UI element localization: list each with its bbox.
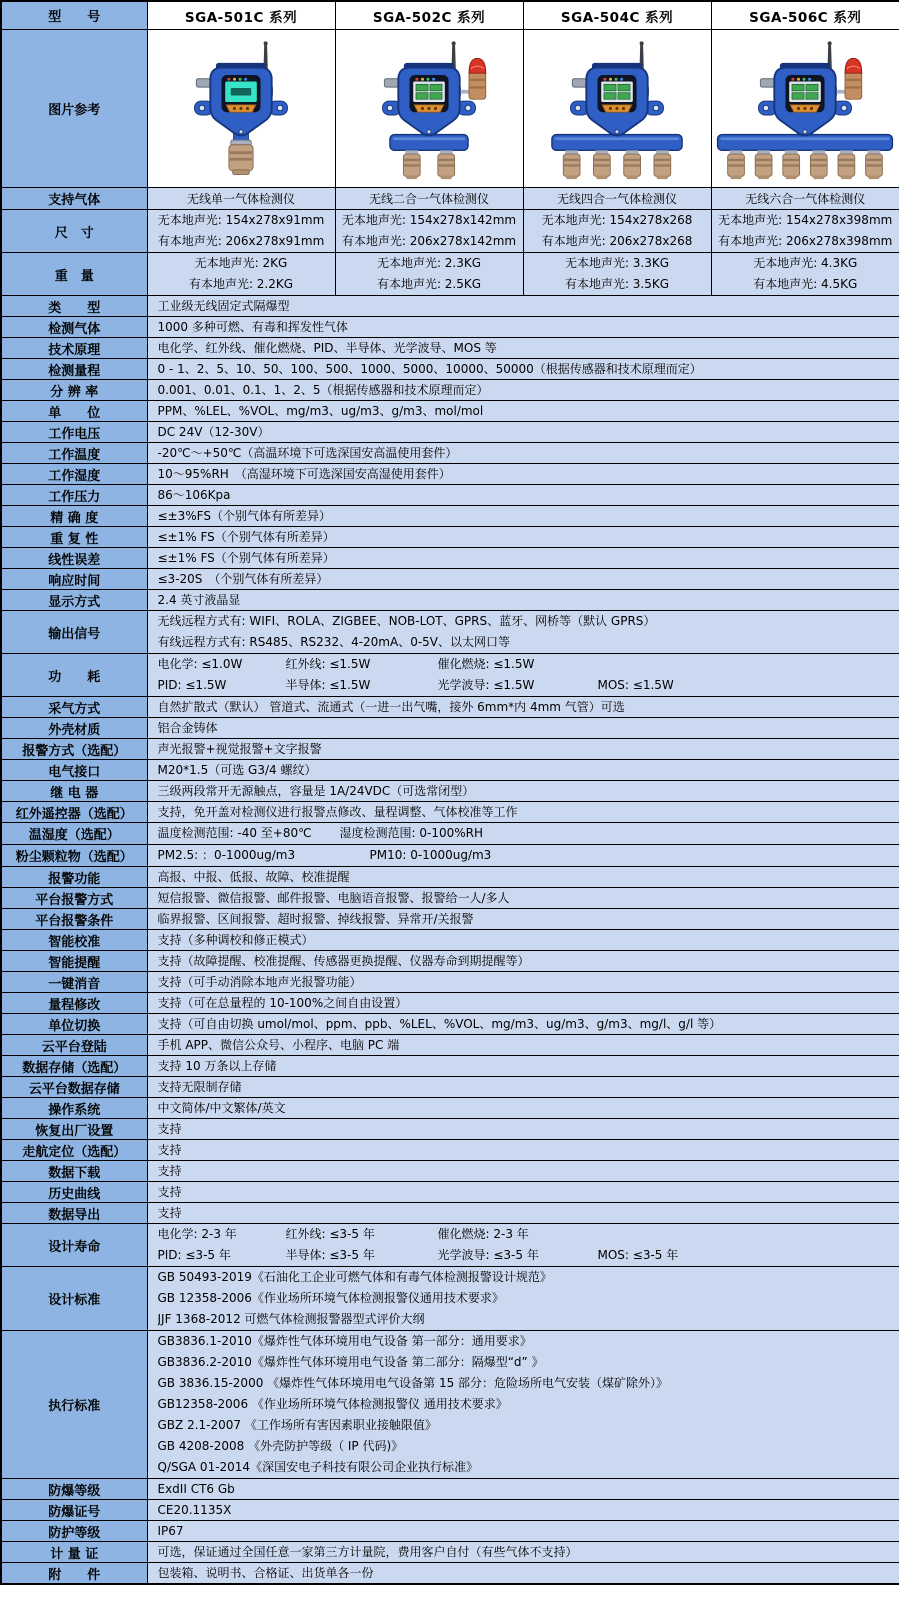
spec-row-value [147, 909, 899, 930]
spec-row-label: 报警功能 [1, 867, 147, 888]
image-row-label: 图片参考 [1, 30, 147, 188]
model-name-1: SGA-501C 系列 [147, 1, 335, 30]
spec-value-text: 1000 多种可燃、有毒和挥发性气体 [157, 320, 348, 334]
size-row-line: 无本地声光: 154x278x142mm [341, 213, 517, 227]
spec-row-label: 平台报警条件 [1, 909, 147, 930]
spec-value-text: 支持（可在总量程的 10-100%之间自由设置） [157, 996, 408, 1010]
spec-row-value [147, 1077, 899, 1098]
spec-row-label: 工作压力 [1, 485, 147, 506]
spec-value-text: 三级两段常开无源触点，容量是 1A/24VDC（可选常闭型） [157, 784, 475, 798]
spec-value-text: 电化学、红外线、催化燃烧、PID、半导体、光学波导、MOS 等 [157, 341, 497, 355]
spec-row-value [147, 1056, 899, 1077]
spec-value-line: 无线远程方式有: WIFI、ROLA、ZIGBEE、NOB-LOT、GPRS、蓝牙、网桥等（默认 GPRS） [157, 614, 656, 628]
spec-row-label: 走航定位（选配） [1, 1140, 147, 1161]
spec-row-label: 防爆等级 [1, 1479, 147, 1500]
spec-value-segment: PID: ≤3-5 年 [157, 1248, 231, 1262]
spec-row-value [147, 1035, 899, 1056]
spec-row-value [147, 1182, 899, 1203]
model-name-3: SGA-504C 系列 [523, 1, 711, 30]
spec-row [1, 993, 899, 1014]
spec-row-label: 操作系统 [1, 1098, 147, 1119]
gas-row [1, 188, 899, 210]
weight-row [1, 253, 899, 296]
spec-row [1, 718, 899, 739]
spec-row [1, 1140, 899, 1161]
spec-value-text: IP67 [157, 1524, 184, 1538]
spec-row [1, 485, 899, 506]
spec-value-segment: 催化燃烧: ≤1.5W [437, 657, 535, 671]
gas-row-label: 支持气体 [1, 188, 147, 210]
spec-row [1, 1331, 899, 1479]
product-image-cell-2 [335, 30, 523, 188]
spec-row-label: 输出信号 [1, 611, 147, 654]
spec-value-text: 支持（可手动消除本地声光报警功能） [157, 975, 362, 989]
spec-row [1, 739, 899, 760]
spec-row [1, 317, 899, 338]
spec-row-value [147, 548, 899, 569]
spec-row [1, 1563, 899, 1585]
spec-value-text: 手机 APP、微信公众号、小程序、电脑 PC 端 [157, 1038, 400, 1052]
wireless-single-gas-detector-image [148, 34, 334, 183]
spec-row [1, 1098, 899, 1119]
spec-row-value [147, 1203, 899, 1224]
spec-value-line [158, 823, 894, 844]
spec-row [1, 697, 899, 718]
spec-row-value [147, 802, 899, 823]
spec-row [1, 930, 899, 951]
spec-row-value [147, 930, 899, 951]
spec-row-label: 云平台数据存储 [1, 1077, 147, 1098]
spec-row-value [147, 972, 899, 993]
spec-value-text: 临界报警、区间报警、超时报警、掉线报警、异常开/关报警 [157, 912, 474, 926]
spec-value-segment: 光学波导: ≤3-5 年 [437, 1248, 539, 1262]
spec-value-text: 支持（可自由切换 umol/mol、ppm、ppb、%LEL、%VOL、mg/m3、ug/m3、g/m3、mg/l、g/l 等） [157, 1017, 722, 1031]
spec-row-label: 计 量 证 [1, 1542, 147, 1563]
spec-row [1, 654, 899, 697]
weight-row-line: 有本地声光: 4.5KG [753, 277, 858, 291]
spec-value-segment: 电化学: 2-3 年 [157, 1227, 237, 1241]
weight-row-line: 有本地声光: 2.2KG [188, 277, 294, 291]
spec-row-label: 外壳材质 [1, 718, 147, 739]
spec-row [1, 548, 899, 569]
spec-row-value [147, 317, 899, 338]
spec-value-segment: 湿度检测范围: 0-100%RH [339, 826, 483, 840]
spec-value-text: ≤±3%FS（个别气体有所差异） [157, 509, 331, 523]
spec-row [1, 527, 899, 548]
size-row-value-1 [147, 210, 335, 253]
spec-value-text: 支持 10 万条以上存储 [157, 1059, 277, 1073]
spec-value-text: 支持，免开盖对检测仪进行报警点修改、量程调整、气体校准等工作 [157, 805, 518, 819]
spec-row-label: 继 电 器 [1, 781, 147, 802]
spec-value-text: ≤±1% FS（个别气体有所差异） [157, 551, 335, 565]
model-header-row [1, 1, 899, 30]
spec-row-value [147, 760, 899, 781]
size-row-line: 有本地声光: 206x278x91mm [157, 234, 325, 248]
spec-value-line: 有线远程方式有: RS485、RS232、4-20mA、0-5V、以太网口等 [157, 635, 511, 649]
spec-row-value [147, 296, 899, 317]
spec-row-label: 工作温度 [1, 443, 147, 464]
spec-value-text: 支持 [157, 1206, 182, 1220]
spec-row-value [147, 718, 899, 739]
spec-row-label: 精 确 度 [1, 506, 147, 527]
spec-row-label: 线性误差 [1, 548, 147, 569]
spec-row [1, 802, 899, 823]
spec-row-value [147, 993, 899, 1014]
spec-row-label: 采气方式 [1, 697, 147, 718]
size-row-line: 有本地声光: 206x278x268 [541, 234, 693, 248]
spec-row-value [147, 1098, 899, 1119]
spec-value-text: 铝合金铸体 [157, 721, 218, 735]
spec-row [1, 1521, 899, 1542]
size-row-value-2 [335, 210, 523, 253]
spec-value-line: GB3836.2-2010《爆炸性气体环境用电气设备 第二部分：隔爆型“d” 》 [157, 1355, 544, 1369]
spec-row [1, 464, 899, 485]
spec-row-value [147, 1331, 899, 1479]
weight-row-line: 有本地声光: 2.5KG [376, 277, 482, 291]
spec-row [1, 1500, 899, 1521]
size-row-value-3 [523, 210, 711, 253]
spec-row-value [147, 401, 899, 422]
spec-row-value [147, 697, 899, 718]
spec-value-line: GBZ 2.1-2007 《工作场所有害因素职业接触限值》 [157, 1418, 437, 1432]
spec-row [1, 823, 899, 845]
spec-value-line: Q/SGA 01-2014《深国安电子科技有限公司企业执行标准》 [157, 1460, 479, 1474]
spec-row [1, 1056, 899, 1077]
spec-row-label: 设计标准 [1, 1267, 147, 1331]
spec-row [1, 590, 899, 611]
spec-row-label: 粉尘颗粒物（选配） [1, 845, 147, 867]
spec-row-value [147, 464, 899, 485]
spec-row [1, 1014, 899, 1035]
weight-row-value-2 [335, 253, 523, 296]
spec-value-line [158, 654, 894, 675]
spec-row-value [147, 654, 899, 697]
spec-row-value [147, 867, 899, 888]
spec-row [1, 951, 899, 972]
spec-value-text: DC 24V（12-30V） [157, 425, 270, 439]
spec-row [1, 1203, 899, 1224]
spec-row-label: 工作湿度 [1, 464, 147, 485]
spec-row-value [147, 1479, 899, 1500]
product-image-cell-1 [147, 30, 335, 188]
model-header-label: 型 号 [1, 1, 147, 30]
spec-value-text: 自然扩散式（默认） 管道式、流通式（一进一出气嘴，接外 6mm*内 4mm 气管）可选 [157, 700, 625, 714]
spec-value-text: 支持 [157, 1185, 182, 1199]
spec-row [1, 359, 899, 380]
spec-row-label: 功 耗 [1, 654, 147, 697]
spec-row-value [147, 951, 899, 972]
spec-value-text: 支持无限制存储 [157, 1080, 242, 1094]
weight-row-value-4 [711, 253, 899, 296]
spec-value-line [158, 675, 894, 696]
gas-row-value-4: 无线六合一气体检测仪 [711, 188, 899, 210]
spec-row-label: 历史曲线 [1, 1182, 147, 1203]
spec-row-label: 检测气体 [1, 317, 147, 338]
spec-row-value [147, 845, 899, 867]
spec-row-label: 设计寿命 [1, 1224, 147, 1267]
size-row-label: 尺 寸 [1, 210, 147, 253]
weight-row-label: 重 量 [1, 253, 147, 296]
gas-row-value-1: 无线单一气体检测仪 [147, 188, 335, 210]
spec-row-label: 检测量程 [1, 359, 147, 380]
spec-row-label: 平台报警方式 [1, 888, 147, 909]
spec-row [1, 569, 899, 590]
spec-row-label: 工作电压 [1, 422, 147, 443]
spec-row-label: 电气接口 [1, 760, 147, 781]
spec-value-text: 短信报警、微信报警、邮件报警、电脑语音报警、报警给一人/多人 [157, 891, 510, 905]
model-name-4: SGA-506C 系列 [711, 1, 899, 30]
spec-value-segment: PM2.5: ：0-1000ug/m3 [157, 848, 296, 862]
spec-row-label: 量程修改 [1, 993, 147, 1014]
spec-value-text: 高报、中报、低报、故障、校准提醒 [157, 870, 350, 884]
spec-value-segment: 红外线: ≤1.5W [285, 657, 371, 671]
spec-row [1, 909, 899, 930]
size-row-line: 有本地声光: 206x278x142mm [341, 234, 517, 248]
spec-row-value [147, 485, 899, 506]
spec-value-text: ≤±1% FS（个别气体有所差异） [157, 530, 335, 544]
size-row-line: 无本地声光: 154x278x91mm [157, 213, 325, 227]
spec-row [1, 1267, 899, 1331]
spec-row-value [147, 1140, 899, 1161]
spec-row-label: 防爆证号 [1, 1500, 147, 1521]
weight-row-line: 有本地声光: 3.5KG [564, 277, 670, 291]
spec-row-value [147, 422, 899, 443]
spec-row-value [147, 1563, 899, 1585]
spec-row [1, 1119, 899, 1140]
spec-row [1, 422, 899, 443]
spec-row [1, 1077, 899, 1098]
weight-row-line: 无本地声光: 3.3KG [564, 256, 670, 270]
weight-row-line: 无本地声光: 4.3KG [753, 256, 858, 270]
spec-row [1, 401, 899, 422]
spec-value-text: 声光报警+视觉报警+文字报警 [157, 742, 322, 756]
spec-value-text: 工业级无线固定式隔爆型 [157, 299, 290, 313]
spec-row-label: 附 件 [1, 1563, 147, 1585]
spec-row-value [147, 1014, 899, 1035]
spec-row-value [147, 781, 899, 802]
spec-value-text: 支持 [157, 1164, 182, 1178]
size-row-line: 有本地声光: 206x278x398mm [718, 234, 893, 248]
weight-row-line: 无本地声光: 2KG [194, 256, 288, 270]
spec-row-value [147, 1267, 899, 1331]
spec-value-text: 0.001、0.01、0.1、1、2、5（根据传感器和技术原理而定） [157, 383, 489, 397]
spec-row-label: 恢复出厂设置 [1, 1119, 147, 1140]
spec-row-label: 一键消音 [1, 972, 147, 993]
spec-value-line [158, 1224, 894, 1245]
spec-row [1, 1542, 899, 1563]
spec-value-segment: 温度检测范围: -40 至+80℃ [157, 826, 312, 840]
gas-row-value-2: 无线二合一气体检测仪 [335, 188, 523, 210]
spec-row-label: 显示方式 [1, 590, 147, 611]
spec-row-label: 数据导出 [1, 1203, 147, 1224]
spec-value-segment: 催化燃烧: 2-3 年 [437, 1227, 529, 1241]
spec-row-label: 类 型 [1, 296, 147, 317]
spec-row-label: 执行标准 [1, 1331, 147, 1479]
spec-value-line: GB 4208-2008 《外壳防护等级（ IP 代码)》 [157, 1439, 404, 1453]
product-image-cell-3 [523, 30, 711, 188]
spec-value-segment: MOS: ≤1.5W [597, 678, 674, 692]
spec-row [1, 380, 899, 401]
spec-row [1, 1035, 899, 1056]
spec-row [1, 1224, 899, 1267]
spec-row-label: 单 位 [1, 401, 147, 422]
spec-value-line [158, 845, 894, 866]
spec-value-text: ExdII CT6 Gb [157, 1482, 235, 1496]
spec-value-text: 支持 [157, 1143, 182, 1157]
spec-row-value [147, 506, 899, 527]
spec-row [1, 1182, 899, 1203]
wireless-6in1-gas-detector-image [712, 34, 898, 183]
spec-value-segment: 光学波导: ≤1.5W [437, 678, 535, 692]
spec-row-value [147, 1224, 899, 1267]
spec-value-text: ≤3-20S （个别气体有所差异） [157, 572, 329, 586]
spec-row-label: 重 复 性 [1, 527, 147, 548]
spec-row-value [147, 527, 899, 548]
spec-row-value [147, 569, 899, 590]
spec-row-label: 响应时间 [1, 569, 147, 590]
spec-row [1, 611, 899, 654]
spec-value-segment: 电化学: ≤1.0W [157, 657, 243, 671]
spec-row-label: 数据存储（选配） [1, 1056, 147, 1077]
weight-row-value-3 [523, 253, 711, 296]
spec-row-label: 云平台登陆 [1, 1035, 147, 1056]
spec-row-value [147, 359, 899, 380]
spec-row-value [147, 611, 899, 654]
spec-value-text: PPM、%LEL、%VOL、mg/m3、ug/m3、g/m3、mol/mol [157, 404, 484, 418]
size-row-line: 无本地声光: 154x278x268 [541, 213, 693, 227]
spec-value-segment: PM10: 0-1000ug/m3 [369, 848, 492, 862]
spec-row-value [147, 823, 899, 845]
size-row-line: 无本地声光: 154x278x398mm [718, 213, 893, 227]
spec-row-label: 防护等级 [1, 1521, 147, 1542]
spec-row-label: 单位切换 [1, 1014, 147, 1035]
weight-row-line: 无本地声光: 2.3KG [376, 256, 482, 270]
size-row-value-4 [711, 210, 899, 253]
size-row [1, 210, 899, 253]
spec-row [1, 296, 899, 317]
spec-value-segment: 半导体: ≤3-5 年 [285, 1248, 375, 1262]
spec-row-label: 数据下载 [1, 1161, 147, 1182]
spec-row [1, 1479, 899, 1500]
spec-row-value [147, 1119, 899, 1140]
spec-value-line: GB 12358-2006《作业场所环境气体检测报警仪通用技术要求》 [157, 1291, 504, 1305]
spec-row-value [147, 338, 899, 359]
wireless-2in1-gas-detector-image [336, 34, 522, 183]
spec-row-label: 红外遥控器（选配） [1, 802, 147, 823]
spec-row-label: 智能校准 [1, 930, 147, 951]
spec-value-line: JJF 1368-2012 可燃气体检测报警器型式评价大纲 [157, 1312, 425, 1326]
spec-row-value [147, 1542, 899, 1563]
spec-value-line: GB3836.1-2010《爆炸性气体环境用电气设备 第一部分：通用要求》 [157, 1334, 532, 1348]
spec-row-label: 报警方式（选配） [1, 739, 147, 760]
spec-row-value [147, 739, 899, 760]
spec-value-text: 包装箱、说明书、合格证、出货单各一份 [157, 1566, 374, 1580]
spec-value-line [158, 1245, 894, 1266]
spec-value-text: 86～106Kpa [157, 488, 231, 502]
spec-value-text: 0 - 1、2、5、10、50、100、500、1000、5000、10000、50000（根据传感器和技术原理而定） [157, 362, 702, 376]
spec-value-line: GB 50493-2019《石油化工企业可燃气体和有毒气体检测报警设计规范》 [157, 1270, 552, 1284]
spec-row-label: 技术原理 [1, 338, 147, 359]
gas-row-value-3: 无线四合一气体检测仪 [523, 188, 711, 210]
spec-value-text: CE20.1135X [157, 1503, 232, 1517]
spec-row-label: 智能提醒 [1, 951, 147, 972]
spec-value-line: GB 3836.15-2000 《爆炸性气体环境用电气设备第 15 部分：危险场所电气安装（煤矿除外）》 [157, 1376, 669, 1390]
spec-row-value [147, 380, 899, 401]
spec-value-segment: PID: ≤1.5W [157, 678, 227, 692]
spec-row-value [147, 590, 899, 611]
spec-value-text: 支持（多种调校和修正模式） [157, 933, 314, 947]
spec-value-text: 2.4 英寸液晶显 [157, 593, 241, 607]
spec-value-text: -20℃～+50℃（高温环境下可选深国安高温使用套件） [157, 446, 458, 460]
spec-row [1, 1161, 899, 1182]
spec-value-segment: 半导体: ≤1.5W [285, 678, 371, 692]
spec-value-text: 中文简体/中文繁体/英文 [157, 1101, 286, 1115]
spec-value-line: GB12358-2006 《作业场所环境气体检测报警仪 通用技术要求》 [157, 1397, 508, 1411]
spec-row-value [147, 1161, 899, 1182]
spec-row-label: 温湿度（选配） [1, 823, 147, 845]
spec-value-text: M20*1.5（可选 G3/4 螺纹） [157, 763, 317, 777]
spec-row [1, 867, 899, 888]
spec-row [1, 888, 899, 909]
spec-row-value [147, 1521, 899, 1542]
spec-row [1, 760, 899, 781]
image-row [1, 30, 899, 188]
spec-row-value [147, 888, 899, 909]
spec-value-segment: MOS: ≤3-5 年 [597, 1248, 679, 1262]
spec-value-text: 可选，保证通过全国任意一家第三方计量院，费用客户自付（有些气体不支持） [157, 1545, 578, 1559]
spec-value-segment: 红外线: ≤3-5 年 [285, 1227, 375, 1241]
model-name-2: SGA-502C 系列 [335, 1, 523, 30]
spec-row [1, 338, 899, 359]
spec-row [1, 443, 899, 464]
weight-row-value-1 [147, 253, 335, 296]
spec-row-label: 分 辨 率 [1, 380, 147, 401]
spec-value-text: 10～95%RH （高湿环境下可选深国安高湿使用套件） [157, 467, 451, 481]
spec-table-body [1, 1, 899, 1584]
spec-value-text: 支持（故障提醒、校准提醒、传感器更换提醒、仪器寿命到期提醒等） [157, 954, 530, 968]
spec-row [1, 506, 899, 527]
spec-row-value [147, 443, 899, 464]
spec-row [1, 845, 899, 867]
wireless-4in1-gas-detector-image [524, 34, 710, 183]
spec-row [1, 781, 899, 802]
spec-row-value [147, 1500, 899, 1521]
spec-value-text: 支持 [157, 1122, 182, 1136]
product-image-cell-4 [711, 30, 899, 188]
spec-row [1, 972, 899, 993]
